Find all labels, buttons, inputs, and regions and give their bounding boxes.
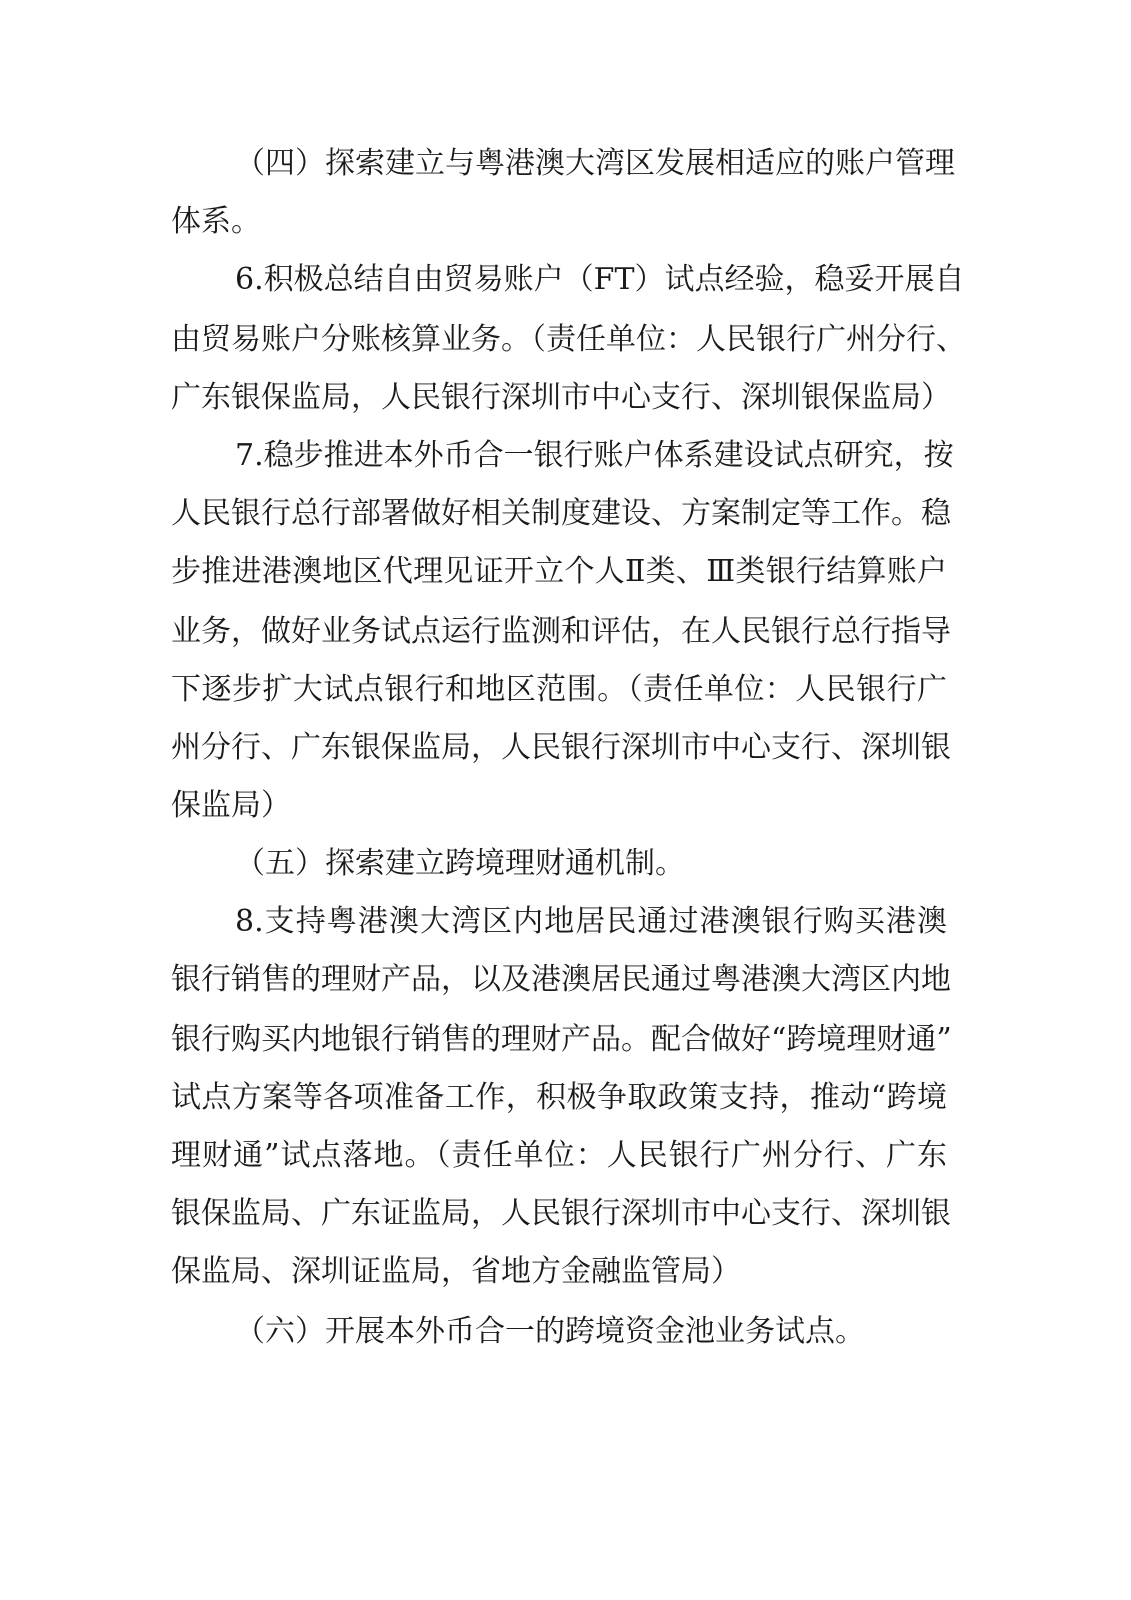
item-7-line-7: 保监局） xyxy=(171,788,291,823)
heading-section-4-line-2: 体系。 xyxy=(171,204,261,239)
item-8-line-5: 理财通”试点落地。（责任单位：人民银行广州分行、广东 xyxy=(171,1138,947,1173)
item-8-line-3: 银行购买内地银行销售的理财产品。配合做好“跨境理财通” xyxy=(171,1022,952,1057)
item-7-line-3: 步推进港澳地区代理见证开立个人Ⅱ类、Ⅲ类银行结算账户 xyxy=(171,554,947,589)
item-7-line-1: 7.稳步推进本外币合一银行账户体系建设试点研究，按 xyxy=(235,438,954,473)
item-7-line-4: 业务，做好业务试点运行监测和评估，在人民银行总行指导 xyxy=(171,614,951,649)
item-8-line-7: 保监局、深圳证监局，省地方金融监管局） xyxy=(171,1254,741,1289)
item-6-line-1: 6.积极总结自由贸易账户（FT）试点经验，稳妥开展自 xyxy=(235,262,965,297)
item-7-line-5: 下逐步扩大试点银行和地区范围。（责任单位：人民银行广 xyxy=(171,672,947,707)
item-6-line-3: 广东银保监局，人民银行深圳市中心支行、深圳银保监局） xyxy=(171,380,951,415)
item-8-line-6: 银保监局、广东证监局，人民银行深圳市中心支行、深圳银 xyxy=(171,1196,951,1231)
item-8-line-2: 银行销售的理财产品，以及港澳居民通过粤港澳大湾区内地 xyxy=(171,962,951,997)
item-7-line-6: 州分行、广东银保监局，人民银行深圳市中心支行、深圳银 xyxy=(171,730,951,765)
heading-section-5: （五）探索建立跨境理财通机制。 xyxy=(235,846,685,881)
item-7-line-2: 人民银行总行部署做好相关制度建设、方案制定等工作。稳 xyxy=(171,496,951,531)
heading-section-6: （六）开展本外币合一的跨境资金池业务试点。 xyxy=(235,1314,865,1349)
item-6-line-2: 由贸易账户分账核算业务。（责任单位：人民银行广州分行、 xyxy=(171,322,966,357)
item-8-line-4: 试点方案等各项准备工作，积极争取政策支持，推动“跨境 xyxy=(171,1080,947,1115)
item-8-line-1: 8.支持粤港澳大湾区内地居民通过港澳银行购买港澳 xyxy=(235,904,947,939)
heading-section-4-line-1: （四）探索建立与粤港澳大湾区发展相适应的账户管理 xyxy=(235,146,955,181)
